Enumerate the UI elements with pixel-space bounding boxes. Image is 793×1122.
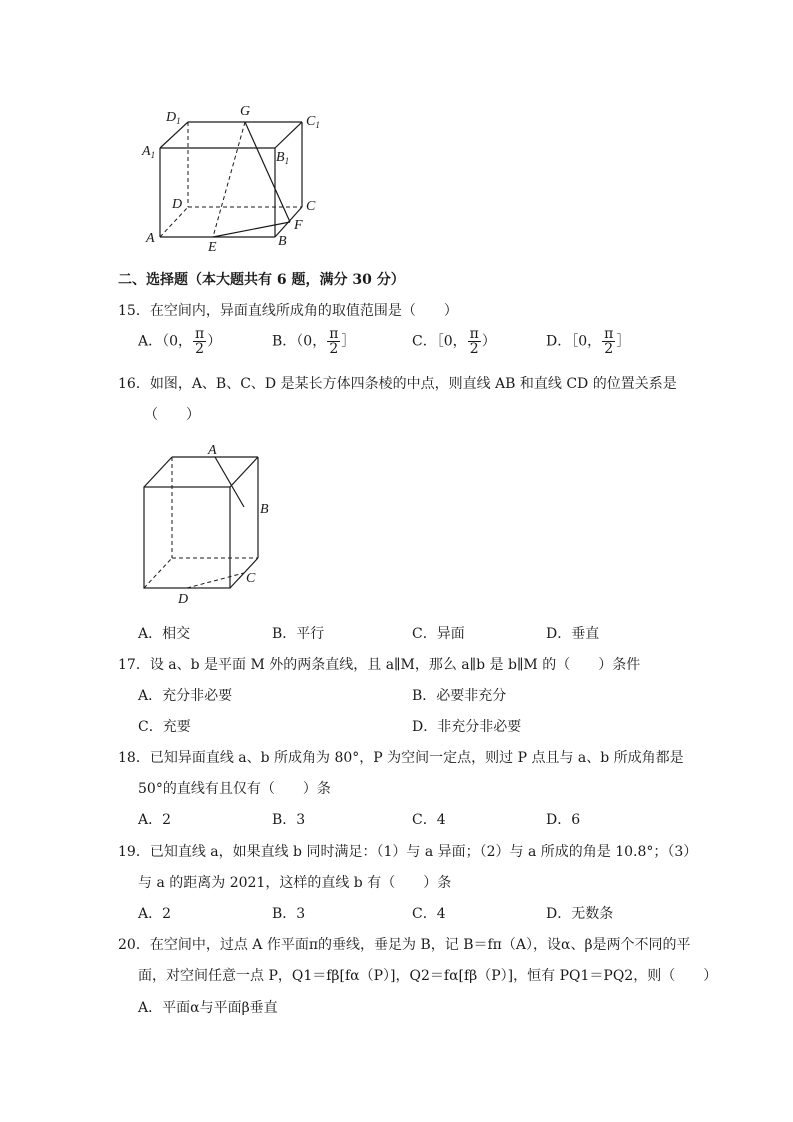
q20-option-a: A．平面α与平面β垂直 — [138, 1000, 278, 1016]
segment-CD-hidden — [187, 573, 244, 588]
label-B: B — [260, 502, 269, 517]
q15-stem: 15．在空间内，异面直线所成角的取值范围是（ ） — [118, 303, 458, 319]
q19-option-b: B．3 — [272, 906, 306, 922]
q20-line1: 20．在空间中，过点 A 作平面π的垂线，垂足为 B，记 B＝fπ（A），设α、β是两个不同的平 — [118, 937, 691, 953]
q19-line1: 19．已知直线 a，如果直线 b 同时满足：（1）与 a 异面；（2）与 a 所成的角是 10.8°；（3） — [118, 844, 698, 860]
q15-option-c: C．［0， $\frac{\pi}{2}$ ） — [412, 326, 496, 357]
label-C1: C — [306, 114, 316, 129]
label-B1: B — [276, 150, 285, 165]
edge-hidden-bottom-left — [144, 558, 172, 588]
label-A: A — [146, 231, 155, 246]
svg-text:D1: $D_1$ — [166, 110, 181, 126]
edge-top-right — [230, 457, 258, 487]
q15-option-d: D．［0， $\frac{\pi}{2}$ ］ — [546, 326, 631, 357]
q16-option-c: C．异面 — [412, 626, 465, 642]
edge-A1D1 — [160, 122, 188, 148]
edge-B1C1 — [275, 122, 302, 148]
q16-paren: （ ） — [144, 407, 200, 423]
label-A1: A — [142, 144, 151, 159]
q18-line2: 50°的直线有且仅有（ ）条 — [138, 781, 331, 797]
q19-option-a: A．2 — [138, 906, 172, 922]
q17-option-d: D．非充分非必要 — [412, 719, 522, 735]
label-D1: D — [166, 110, 177, 125]
q17-option-c: C．充要 — [138, 719, 191, 735]
label-D: D — [172, 197, 183, 212]
svg-text:C1: $C_1$ — [306, 114, 320, 130]
label-B: B — [278, 234, 287, 249]
label-D: D — [178, 592, 189, 607]
label-G: G — [240, 104, 251, 119]
q18-option-d: D．6 — [546, 812, 581, 828]
section-title: 二、选择题（本大题共有 6 题，满分 30 分） — [118, 272, 405, 288]
label-A: A — [208, 443, 217, 458]
q17-stem: 17．设 a、b 是平面 M 外的两条直线，且 a∥M，那么 a∥b 是 b∥M 的（ ）条件 — [118, 657, 641, 673]
q15-option-b: B．（0， $\frac{\pi}{2}$ ］ — [272, 326, 356, 357]
q18-option-c: C．4 — [412, 812, 446, 828]
q16-option-d: D．垂直 — [546, 626, 600, 642]
q17-option-a: A．充分非必要 — [138, 688, 233, 704]
q16-stem: 16．如图，A、B、C、D 是某长方体四条棱的中点，则直线 AB 和直线 CD 的位置关系是 — [118, 376, 677, 392]
label-C: C — [306, 199, 316, 214]
q19-option-c: C．4 — [412, 906, 446, 922]
q18-line1: 18．已知异面直线 a、b 所成角为 80°，P 为空间一定点，则过 P 点且与 a、b 所成角都是 — [118, 750, 684, 766]
q16-option-b: B．平行 — [272, 626, 325, 642]
q18-option-b: B．3 — [272, 812, 306, 828]
edge-top-left — [144, 457, 172, 487]
label-E: E — [208, 240, 217, 255]
figure-cuboid-2 — [130, 440, 290, 610]
label-F: F — [294, 218, 303, 233]
front-face — [144, 487, 230, 588]
label-C: C — [246, 571, 256, 586]
q19-option-d: D．无数条 — [546, 906, 614, 922]
segment-GE-hidden — [213, 122, 245, 237]
q15-option-a: A．（0， $\frac{\pi}{2}$ ） — [138, 326, 222, 357]
svg-text:A1: $A_1$ — [142, 144, 156, 160]
q19-line2: 与 a 的距离为 2021，这样的直线 b 有（ ）条 — [138, 875, 452, 891]
q16-option-a: A．相交 — [138, 626, 191, 642]
q17-option-b: B．必要非充分 — [412, 688, 507, 704]
figure-cuboid-1 — [130, 95, 350, 260]
q18-option-a: A．2 — [138, 812, 172, 828]
svg-text:B1: $B_1$ — [276, 150, 290, 166]
q20-line2: 面，对空间任意一点 P，Q1＝fβ[fα（P）]，Q2＝fα[fβ（P）]，恒有 PQ1＝PQ2，则（ ） — [138, 968, 718, 984]
